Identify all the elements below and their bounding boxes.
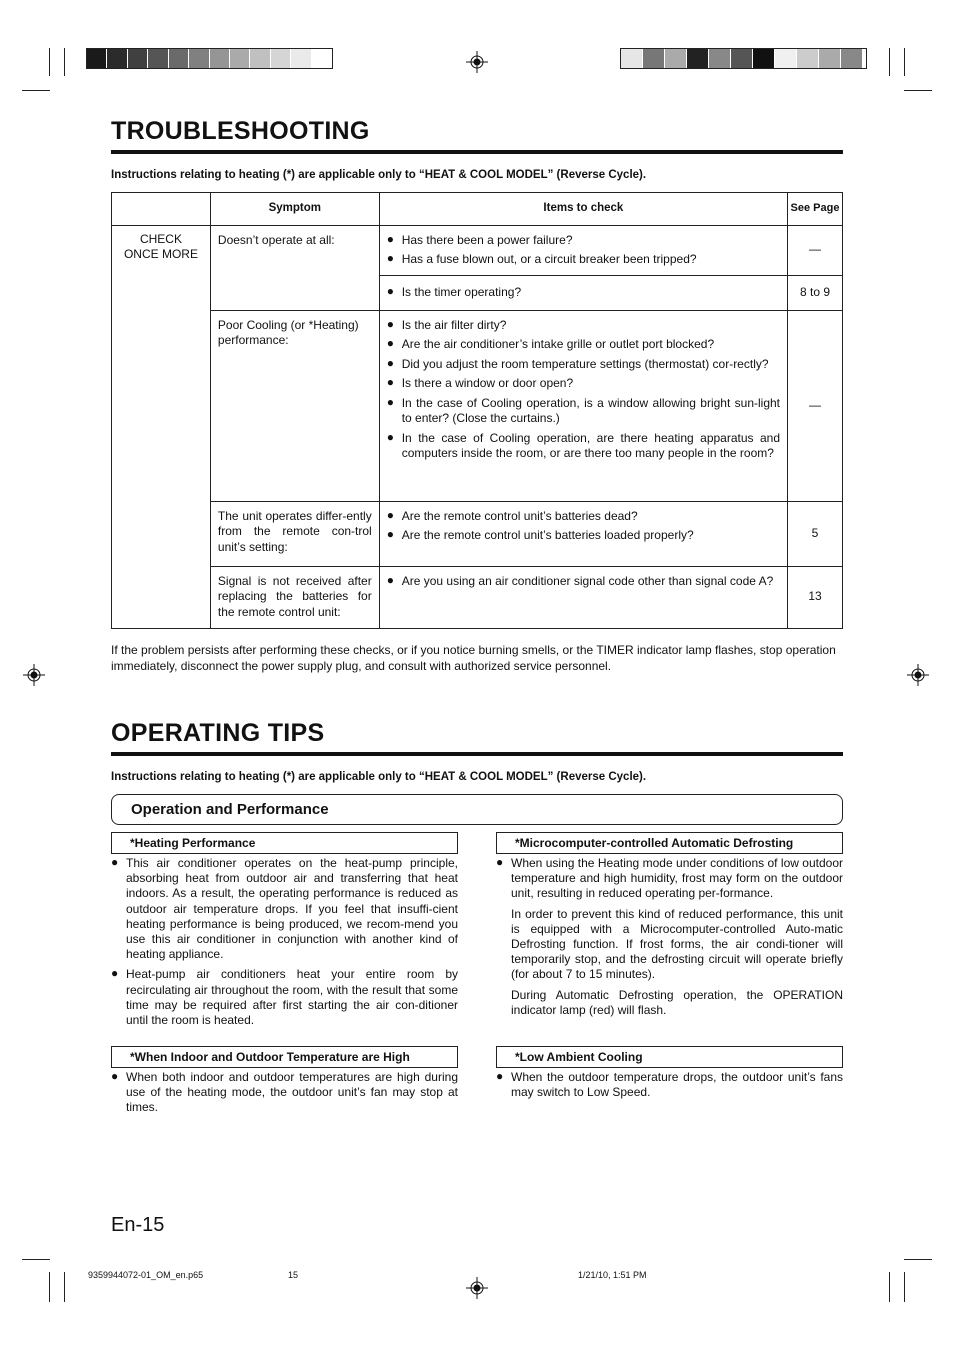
color-swatch [775,49,797,68]
color-swatch [271,49,291,68]
registration-mark-icon [23,664,45,686]
list-item: ● Are the remote control unit’s batteries loaded properly? [387,528,780,544]
list-item: ● Are the air conditioner’s intake grille or outlet port blocked? [387,337,780,353]
paragraph: During Automatic Defrosting operation, the OPERATION indicator lamp (red) will flash. [511,987,843,1017]
heading-label: *Low Ambient Cooling [515,1050,643,1064]
paragraph: In order to prevent this kind of reduced performance, this unit is equipped with a Microcomputer-controlled Auto-matic Defrosting function. If frost forms, the air condi-tioner will temporarily stop, and the defrosting circuit will operate briefly (for about 7 to 15 minutes). [511,906,843,982]
crop-mark [889,1272,890,1302]
list-item: ● In the case of Cooling operation, are there heating apparatus and computers inside the room, or are there too many people in the room? [387,431,780,462]
heading-box [111,1046,458,1068]
section-banner [111,794,843,825]
crop-mark [904,48,905,76]
operating-tips-title: OPERATING TIPS [111,719,325,747]
troubleshooting-note: Instructions relating to heating (*) are applicable only to “HEAT & COOL MODEL” (Reverse Cycle). [111,169,647,181]
page-cell: — [788,310,843,501]
color-swatch [797,49,819,68]
list-item: ● Heat-pump air conditioners heat your entire room by recirculating air throughout the room, with the result that some time may be required after first starting the air con-ditioner until the room is heated. [111,967,458,1028]
color-swatch [230,49,250,68]
table-row [112,566,843,628]
crop-mark [889,48,890,76]
page-number: En-15 [111,1214,165,1236]
banner-label: Operation and Performance [131,801,329,818]
page-cell: 8 to 9 [788,275,843,310]
symptom-cell: The unit operates differ-ently from the remote con-trol unit’s setting: [210,501,379,566]
page-cell: 5 [788,501,843,566]
color-swatch [189,49,209,68]
footer-file: 9359944072-01_OM_en.p65 [88,1270,204,1280]
color-swatch [753,49,775,68]
crop-mark [64,1272,65,1302]
list-item: ● When the outdoor temperature drops, the outdoor unit’s fans may switch to Low Speed. [496,1070,843,1100]
troubleshooting-title: TROUBLESHOOTING [111,117,370,145]
high-temp-content [111,1070,458,1121]
heating-content [111,856,458,1033]
registration-mark-icon [907,664,929,686]
list-item: ● Is the air filter dirty? [387,318,780,334]
defrost-content [496,856,843,1023]
color-swatch [731,49,753,68]
symptom-cell: Poor Cooling (or *Heating) performance: [210,310,379,501]
list-item: ● Are you using an air conditioner signal code other than signal code A? [387,574,780,590]
list-item: ● When using the Heating mode under conditions of low outdoor temperature and high humidity, frost may form on the outdoor unit, resulting in reduced operating per-formance. [496,856,843,902]
symptom-cell: Doesn’t operate at all: [210,225,379,310]
list-item: ● When both indoor and outdoor temperatures are high during use of the heating mode, the outdoor unit’s fan may stop at times. [111,1070,458,1116]
table-row [112,225,843,275]
color-swatch [210,49,230,68]
color-swatch [169,49,189,68]
color-swatch [148,49,168,68]
items-cell [379,566,787,628]
symptom-header: Symptom [210,193,379,226]
color-swatch [819,49,841,68]
items-cell [379,310,787,501]
crop-mark [22,1259,50,1260]
color-swatch [665,49,687,68]
table-row [112,310,843,501]
heading-label: *Heating Performance [130,836,256,850]
table-header-row [112,193,843,226]
operating-tips-note: Instructions relating to heating (*) are applicable only to “HEAT & COOL MODEL” (Reverse Cycle). [111,771,647,783]
list-item: ● Is there a window or door open? [387,376,780,392]
crop-mark [64,48,65,76]
crop-mark [904,90,932,91]
list-item: ● Are the remote control unit’s batteries dead? [387,509,780,525]
color-strip-left [86,48,333,69]
crop-mark [49,48,50,76]
crop-mark [904,1259,932,1260]
color-swatch [291,49,311,68]
heading-box [496,832,843,854]
color-swatch [250,49,270,68]
heading-label: *Microcomputer-controlled Automatic Defrosting [515,836,794,850]
title-rule [111,752,843,756]
color-strip-right [620,48,867,69]
color-swatch [128,49,148,68]
troubleshooting-table [111,192,843,629]
symptom-cell: Signal is not received after replacing the batteries for the remote control unit: [210,566,379,628]
items-cell [379,275,787,310]
list-item: ● Has a fuse blown out, or a circuit breaker been tripped? [387,252,780,268]
heading-box [111,832,458,854]
color-swatch [621,49,643,68]
items-cell [379,225,787,275]
page-cell: 13 [788,566,843,628]
list-item: ● Did you adjust the room temperature settings (thermostat) cor-rectly? [387,357,780,373]
color-swatch [687,49,709,68]
empty-header-cell [112,193,211,226]
page-cell: — [788,225,843,275]
see-page-header: See Page [788,193,843,226]
crop-mark [22,90,50,91]
items-cell [379,501,787,566]
footer-date: 1/21/10, 1:51 PM [578,1270,647,1280]
title-rule [111,150,843,154]
list-item: ● Has there been a power failure? [387,233,780,249]
list-item: ● In the case of Cooling operation, is a window allowing bright sun-light to enter? (Close the curtains.) [387,396,780,427]
color-swatch [107,49,127,68]
low-ambient-content [496,1070,843,1105]
color-swatch [709,49,731,68]
color-swatch [841,49,863,68]
heading-box [496,1046,843,1068]
crop-mark [49,1272,50,1302]
list-item: ● Is the timer operating? [387,285,780,301]
table-row [112,501,843,566]
category-cell: CHECK ONCE MORE [112,225,211,628]
heading-label: *When Indoor and Outdoor Temperature are High [130,1050,410,1064]
color-swatch [87,49,107,68]
registration-mark-icon [466,51,488,73]
troubleshooting-footer-text: If the problem persists after performing these checks, or if you notice burning smells, or the TIMER indicator lamp flashes, stop operation immediately, disconnect the power supply plug, and consult with authorized service personnel. [111,643,836,673]
items-header: Items to check [379,193,787,226]
color-swatch [312,49,332,68]
color-swatch [643,49,665,68]
footer-page: 15 [288,1270,299,1280]
registration-mark-icon [466,1277,488,1299]
list-item: ● This air conditioner operates on the heat-pump principle, absorbing heat from outdoor air and transferring that heat indoors. As a result, the operating performance is reduced as outdoor air temperature drops. If you feel that insuffi-cient heating performance is being produced, we recom-mend you use this air conditioner in conjunction with another kind of heating appliance. [111,856,458,962]
crop-mark [904,1272,905,1302]
